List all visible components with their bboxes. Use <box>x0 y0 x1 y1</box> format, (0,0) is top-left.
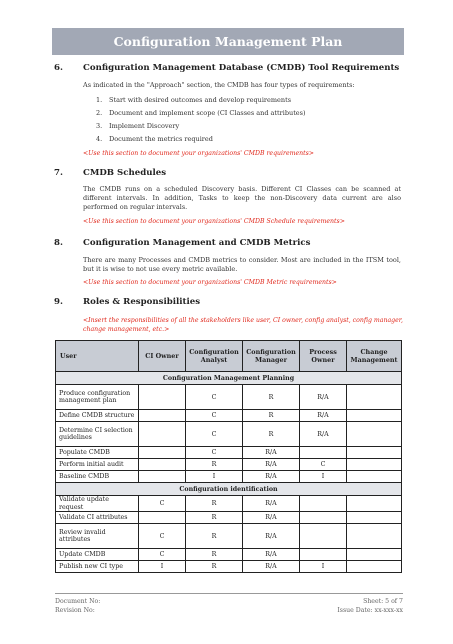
column-header: Change Management <box>347 341 402 372</box>
column-header: Configuration Manager <box>243 341 300 372</box>
activity-cell: Perform initial audit <box>56 459 139 471</box>
activity-cell: Produce configuration management plan <box>56 385 139 410</box>
issue-date: Issue Date: xx-xxx-xx <box>337 607 403 614</box>
raci-cell <box>300 524 347 549</box>
activity-cell: Baseline CMDB <box>56 471 139 483</box>
activity-cell: Update CMDB <box>56 549 139 561</box>
raci-cell <box>347 459 402 471</box>
raci-cell: R <box>186 459 243 471</box>
raci-cell: R <box>186 512 243 524</box>
raci-cell: R/A <box>243 447 300 459</box>
raci-cell <box>347 549 402 561</box>
page-title: Configuration Management Plan <box>113 34 343 49</box>
activity-cell: Determine CI selection guidelines <box>56 422 139 447</box>
raci-cell <box>347 512 402 524</box>
raci-cell: C <box>186 447 243 459</box>
section-7-heading <box>54 168 166 178</box>
section-title: Configuration Management Database (CMDB) Tool Requirements <box>83 63 400 73</box>
raci-cell: I <box>186 471 243 483</box>
section-6-note: <Use this section to document your organizations' CMDB requirements> <box>83 150 314 157</box>
table-row <box>56 496 402 512</box>
raci-cell: R/A <box>243 471 300 483</box>
activity-cell: Publish new CI type <box>56 561 139 573</box>
table-row <box>56 561 402 573</box>
raci-cell: R <box>243 422 300 447</box>
raci-cell <box>139 512 186 524</box>
section-8-heading <box>54 238 310 248</box>
section-title: Configuration Management and CMDB Metrics <box>83 238 311 248</box>
table-row <box>56 385 402 410</box>
activity-cell: Validate update request <box>56 496 139 512</box>
raci-cell <box>347 561 402 573</box>
section-6-intro: As indicated in the "Approach" section, the CMDB has four types of requirements: <box>83 81 355 89</box>
table-group-row <box>56 372 402 385</box>
raci-cell <box>347 524 402 549</box>
section-title: CMDB Schedules <box>83 168 167 178</box>
section-7-note: <Use this section to document your organizations' CMDB Schedule requirements> <box>83 218 345 225</box>
list-item: 2. Document and implement scope (CI Classes and attributes) <box>96 109 306 117</box>
table-group-row <box>56 483 402 496</box>
section-number: 6. <box>54 63 63 73</box>
raci-cell: R/A <box>243 561 300 573</box>
raci-cell: C <box>300 459 347 471</box>
list-item: 4. Document the metrics required <box>96 135 213 143</box>
raci-cell: R <box>186 496 243 512</box>
raci-cell <box>347 385 402 410</box>
table-row <box>56 524 402 549</box>
table-row <box>56 422 402 447</box>
activity-cell: Populate CMDB <box>56 447 139 459</box>
section-number: 9. <box>54 297 63 307</box>
raci-cell: R/A <box>300 410 347 422</box>
raci-cell <box>347 496 402 512</box>
raci-cell: R/A <box>243 524 300 549</box>
raci-cell <box>347 471 402 483</box>
section-9-note: <Insert the responsibilities of all the stakeholders like user, CI owner, config analyst, config manager, change management, etc.> <box>83 317 403 333</box>
column-header: CI Owner <box>139 341 186 372</box>
table-row <box>56 447 402 459</box>
footer-divider <box>55 593 403 594</box>
raci-cell <box>139 447 186 459</box>
table-row <box>56 549 402 561</box>
section-title: Roles & Responsibilities <box>83 297 201 307</box>
section-8-note: <Use this section to document your organizations' CMDB Metric requirements> <box>83 279 337 286</box>
revision-number: Revision No: <box>55 607 95 614</box>
raci-cell: C <box>186 385 243 410</box>
section-number: 8. <box>54 238 63 248</box>
title-banner <box>52 28 404 55</box>
raci-cell: R <box>186 561 243 573</box>
raci-cell <box>139 471 186 483</box>
column-header: Process Owner <box>300 341 347 372</box>
section-7-body: The CMDB runs on a scheduled Discovery basis. Different CI Classes can be scanned at different intervals. In addition, Tasks to keep the non-Discovery data current are also performed on regular intervals. <box>83 185 401 212</box>
raci-cell <box>300 512 347 524</box>
table-row <box>56 512 402 524</box>
section-6-heading <box>54 63 399 73</box>
raci-cell: R/A <box>243 496 300 512</box>
raci-cell <box>347 422 402 447</box>
raci-cell: C <box>186 410 243 422</box>
section-8-body: There are many Processes and CMDB metrics to consider. Most are included in the ITSM tool, but it is wise to not use every metric available. <box>83 256 401 274</box>
table-header-row <box>56 341 402 372</box>
list-item: 3. Implement Discovery <box>96 122 180 130</box>
table-row <box>56 459 402 471</box>
raci-cell: R/A <box>300 385 347 410</box>
raci-cell: I <box>300 471 347 483</box>
raci-cell: R/A <box>243 459 300 471</box>
sheet-number: Sheet: 5 of 7 <box>363 598 403 605</box>
document-number: Document No: <box>55 598 101 605</box>
raci-cell: R <box>186 549 243 561</box>
raci-cell: R <box>243 410 300 422</box>
raci-cell <box>139 459 186 471</box>
section-9-heading <box>54 297 200 307</box>
raci-cell <box>139 385 186 410</box>
activity-cell: Validate CI attributes <box>56 512 139 524</box>
section-number: 7. <box>54 168 63 178</box>
raci-cell: C <box>186 422 243 447</box>
raci-cell <box>300 496 347 512</box>
group-title: Configuration Management Planning <box>56 372 402 385</box>
list-item: 1. Start with desired outcomes and develop requirements <box>96 96 292 104</box>
raci-cell: I <box>300 561 347 573</box>
raci-cell <box>139 410 186 422</box>
table-row <box>56 471 402 483</box>
raci-cell <box>300 549 347 561</box>
raci-cell: R/A <box>300 422 347 447</box>
raci-cell <box>139 422 186 447</box>
column-header: User <box>56 341 139 372</box>
raci-cell: C <box>139 524 186 549</box>
raci-cell <box>300 447 347 459</box>
raci-cell <box>347 447 402 459</box>
raci-table <box>55 340 402 573</box>
column-header: Configuration Analyst <box>186 341 243 372</box>
raci-cell: R/A <box>243 549 300 561</box>
raci-cell: I <box>139 561 186 573</box>
raci-cell: R/A <box>243 512 300 524</box>
activity-cell: Define CMDB structure <box>56 410 139 422</box>
raci-cell: C <box>139 549 186 561</box>
raci-cell: R <box>243 385 300 410</box>
activity-cell: Review invalid attributes <box>56 524 139 549</box>
group-title: Configuration identification <box>56 483 402 496</box>
raci-cell <box>347 410 402 422</box>
raci-cell: R <box>186 524 243 549</box>
raci-cell: C <box>139 496 186 512</box>
table-row <box>56 410 402 422</box>
requirements-list <box>96 96 306 148</box>
